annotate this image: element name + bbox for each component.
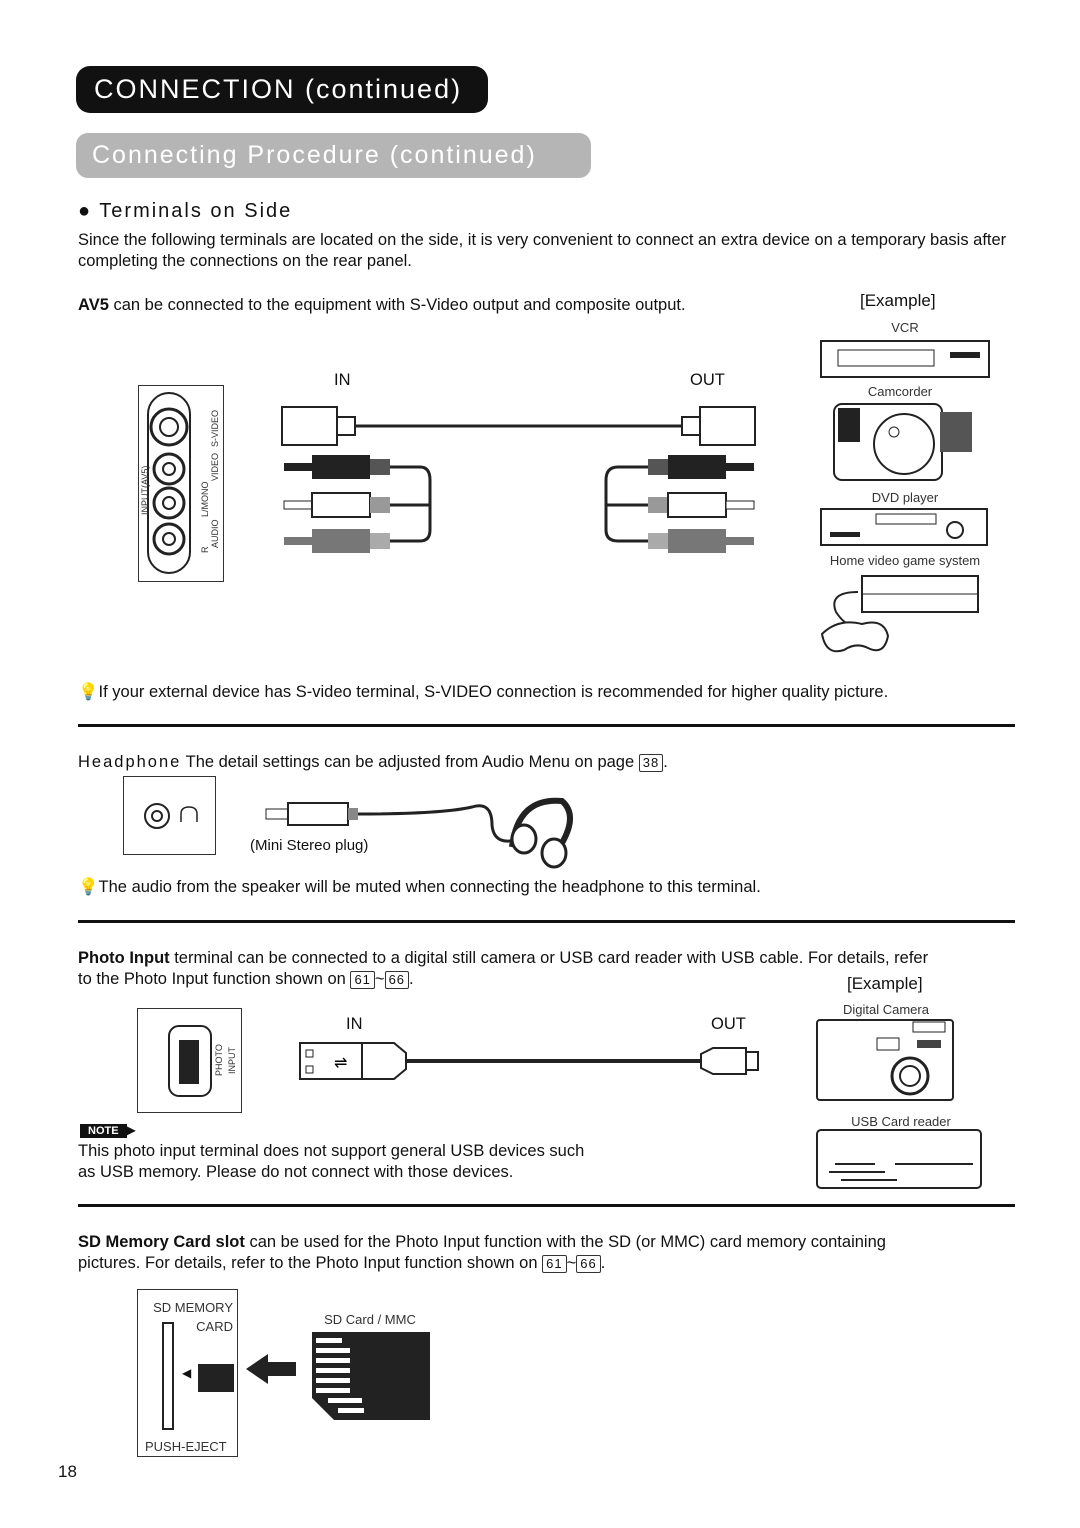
audio-r-jack-icon bbox=[154, 524, 184, 554]
usb-symbol-icon: ⇌ bbox=[334, 1055, 348, 1072]
device-label-card-reader: USB Card reader bbox=[851, 1114, 951, 1129]
input-av5-label: INPUT(AV5) bbox=[140, 465, 150, 515]
bullet-icon: ● bbox=[78, 200, 93, 222]
page-number: 18 bbox=[58, 1462, 77, 1481]
divider bbox=[78, 1204, 1015, 1207]
device-label-camera: Digital Camera bbox=[843, 1002, 929, 1017]
input-label: INPUT bbox=[227, 1047, 237, 1074]
av5-terminal-panel bbox=[138, 385, 228, 585]
sd-slot-panel bbox=[137, 1289, 238, 1457]
s-video-label: S-VIDEO bbox=[210, 409, 220, 447]
usb-card-reader-icon bbox=[815, 1128, 985, 1192]
terminals-heading: ● Terminals on Side bbox=[78, 200, 293, 222]
sd-card-description: SD Memory Card slot can be used for the Photo Input function with the SD (or MMC) card memory containing pictures. For details, refer to the Photo Input function shown on 61 ~ 66 . bbox=[78, 1233, 886, 1272]
page-ref[interactable]: 61 bbox=[350, 971, 374, 989]
insert-direction-arrow-icon bbox=[246, 1354, 298, 1384]
section-title: Connecting Procedure (continued) bbox=[76, 133, 591, 178]
divider bbox=[78, 724, 1015, 727]
mini-stereo-plug-icon bbox=[262, 795, 582, 875]
camcorder-icon bbox=[832, 402, 980, 484]
s-video-plug-in-icon bbox=[282, 407, 355, 445]
rca-plugs-in-icon bbox=[284, 455, 390, 553]
mini-usb-plug-icon bbox=[701, 1048, 746, 1074]
digital-camera-icon bbox=[815, 1018, 957, 1104]
av5-description: AV5 can be connected to the equipment with S-Video output and composite output. bbox=[78, 296, 686, 314]
vcr-icon bbox=[820, 340, 992, 382]
usb-cable-diagram bbox=[298, 1040, 768, 1086]
sd-card-icon bbox=[308, 1330, 434, 1422]
av-cable-diagram bbox=[280, 405, 760, 555]
headphone-icon bbox=[512, 825, 536, 853]
tip-icon: 💡 bbox=[78, 878, 99, 896]
tip-icon: 💡 bbox=[78, 683, 99, 701]
insert-arrow-icon: ◀ bbox=[182, 1366, 192, 1380]
photo-input-description: Photo Input terminal can be connected to a digital still camera or USB card reader with USB cable. For details, refer to the Photo Input function shown on 61 ~ 66 . bbox=[78, 949, 929, 988]
sd-card-small-icon bbox=[198, 1364, 234, 1392]
device-label-camcorder: Camcorder bbox=[867, 384, 933, 399]
example-label: [Example] bbox=[860, 291, 936, 310]
push-eject-label: PUSH-EJECT bbox=[145, 1439, 227, 1454]
device-label-dvd: DVD player bbox=[871, 490, 939, 505]
device-label-game: Home video game system bbox=[829, 553, 981, 568]
mini-stereo-plug-label: (Mini Stereo plug) bbox=[250, 837, 369, 854]
page-ref[interactable]: 38 bbox=[639, 754, 663, 772]
sd-memory-label: SD MEMORY bbox=[153, 1300, 233, 1315]
video-label: VIDEO bbox=[210, 452, 220, 481]
photo-input-panel bbox=[137, 1008, 245, 1116]
headphone-tip: 💡The audio from the speaker will be muted when connecting the headphone to this terminal. bbox=[78, 878, 761, 896]
page-ref[interactable]: 66 bbox=[576, 1255, 600, 1273]
sd-slot-icon bbox=[162, 1322, 174, 1430]
dvd-player-icon bbox=[820, 508, 990, 550]
device-label-vcr: VCR bbox=[891, 320, 919, 335]
usb-a-plug-icon bbox=[300, 1043, 362, 1079]
note-badge: NOTE ▶ bbox=[80, 1121, 136, 1139]
out-label: OUT bbox=[690, 371, 725, 389]
video-jack-icon bbox=[154, 454, 184, 484]
l-mono-label: L/MONO bbox=[200, 481, 210, 517]
terminals-intro: Since the following terminals are located on the side, it is very convenient to connect an extra device on a temporary basis after completing the connections on the rear panel. bbox=[78, 231, 1007, 270]
headphone-jack-panel bbox=[123, 776, 217, 856]
usb-port-icon bbox=[179, 1040, 199, 1084]
photo-note-text: This photo input terminal does not support general USB devices such as USB memory. Please do not connect with those devices. bbox=[78, 1142, 585, 1181]
s-video-jack-icon bbox=[151, 409, 187, 445]
in-label: IN bbox=[346, 1015, 363, 1033]
sd-card-label: SD Card / MMC bbox=[324, 1312, 416, 1327]
divider bbox=[78, 920, 1015, 923]
out-label: OUT bbox=[711, 1015, 746, 1033]
page-ref[interactable]: 66 bbox=[385, 971, 409, 989]
r-label: R bbox=[200, 546, 210, 553]
chapter-title: CONNECTION (continued) bbox=[76, 66, 488, 113]
in-label: IN bbox=[334, 371, 351, 389]
card-label: CARD bbox=[196, 1319, 233, 1334]
example-label: [Example] bbox=[847, 974, 923, 993]
photo-label: PHOTO bbox=[214, 1044, 224, 1076]
rca-plugs-out-icon bbox=[648, 455, 754, 553]
s-video-tip: 💡If your external device has S-video terminal, S-VIDEO connection is recommended for higher quality picture. bbox=[78, 683, 889, 701]
headphone-description: Headphone The detail settings can be adjusted from Audio Menu on page 38 . bbox=[78, 753, 668, 771]
audio-l-jack-icon bbox=[154, 488, 184, 518]
game-console-icon bbox=[818, 572, 982, 662]
page-ref[interactable]: 61 bbox=[542, 1255, 566, 1273]
audio-label: AUDIO bbox=[210, 519, 220, 548]
s-video-plug-out-icon bbox=[682, 407, 755, 445]
